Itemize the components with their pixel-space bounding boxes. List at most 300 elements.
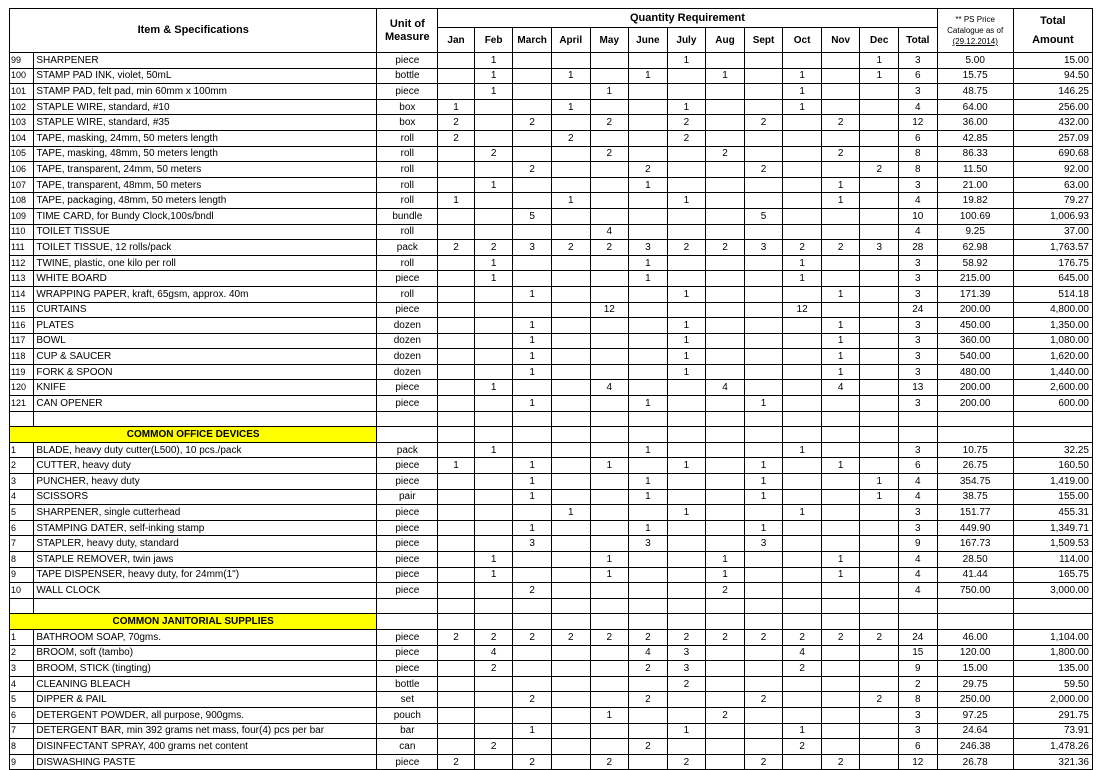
- item-number: 7: [10, 723, 34, 739]
- month-quantity: [744, 645, 783, 661]
- month-quantity: [706, 474, 745, 490]
- month-quantity: [629, 723, 668, 739]
- total-amount: 645.00: [1013, 271, 1092, 287]
- total-amount: 455.31: [1013, 505, 1092, 521]
- month-quantity: 1: [474, 442, 513, 458]
- month-quantity: 2: [860, 162, 899, 178]
- unit-price: 26.78: [937, 754, 1013, 770]
- month-quantity: [474, 333, 513, 349]
- month-quantity: 1: [629, 271, 668, 287]
- total-amount: 94.50: [1013, 68, 1092, 84]
- month-quantity: [474, 115, 513, 131]
- header-month: Sept: [744, 28, 783, 53]
- month-quantity: [629, 583, 668, 599]
- row-total: 3: [899, 53, 938, 69]
- table-row: [10, 396, 1093, 412]
- month-quantity: 1: [438, 99, 475, 115]
- month-quantity: [744, 224, 783, 240]
- month-quantity: [706, 349, 745, 365]
- month-quantity: 2: [438, 130, 475, 146]
- blank-cell: [629, 598, 668, 614]
- row-total: 13: [899, 380, 938, 396]
- month-quantity: 1: [667, 286, 706, 302]
- item-description: TAPE, masking, 48mm, 50 meters length: [34, 146, 377, 162]
- row-total: 3: [899, 255, 938, 271]
- month-quantity: [821, 707, 860, 723]
- blank-cell: [551, 411, 590, 427]
- month-quantity: 1: [667, 364, 706, 380]
- month-quantity: [706, 536, 745, 552]
- month-quantity: 1: [744, 520, 783, 536]
- month-quantity: 2: [821, 754, 860, 770]
- month-quantity: 4: [590, 380, 629, 396]
- total-amount: 32.25: [1013, 442, 1092, 458]
- month-quantity: [629, 115, 668, 131]
- blank-cell: [10, 598, 34, 614]
- month-quantity: [706, 255, 745, 271]
- month-quantity: [744, 286, 783, 302]
- unit-of-measure: piece: [377, 271, 438, 287]
- month-quantity: [860, 255, 899, 271]
- item-number: 105: [10, 146, 34, 162]
- total-amount: 1,419.00: [1013, 474, 1092, 490]
- month-quantity: [667, 552, 706, 568]
- item-number: 113: [10, 271, 34, 287]
- month-quantity: [438, 739, 475, 755]
- total-amount: 92.00: [1013, 162, 1092, 178]
- month-quantity: [821, 396, 860, 412]
- total-amount: 514.18: [1013, 286, 1092, 302]
- month-quantity: [438, 723, 475, 739]
- month-quantity: [551, 520, 590, 536]
- table-row: [10, 99, 1093, 115]
- month-quantity: [474, 193, 513, 209]
- month-quantity: [590, 723, 629, 739]
- unit-of-measure: piece: [377, 552, 438, 568]
- month-quantity: 1: [551, 193, 590, 209]
- month-quantity: [629, 193, 668, 209]
- month-quantity: [590, 255, 629, 271]
- unit-of-measure: pack: [377, 240, 438, 256]
- month-quantity: [474, 692, 513, 708]
- total-amount: 37.00: [1013, 224, 1092, 240]
- month-quantity: 1: [513, 364, 552, 380]
- item-number: 111: [10, 240, 34, 256]
- month-quantity: 1: [744, 474, 783, 490]
- blank-cell: [937, 411, 1013, 427]
- month-quantity: [706, 84, 745, 100]
- month-quantity: [513, 505, 552, 521]
- item-number: 100: [10, 68, 34, 84]
- month-quantity: 5: [744, 208, 783, 224]
- blank-cell: [551, 614, 590, 630]
- row-total: 3: [899, 286, 938, 302]
- row-total: 3: [899, 707, 938, 723]
- month-quantity: [744, 380, 783, 396]
- blank-cell: [821, 411, 860, 427]
- unit-price: 15.00: [937, 661, 1013, 677]
- month-quantity: [513, 380, 552, 396]
- month-quantity: 1: [860, 474, 899, 490]
- blank-cell: [706, 427, 745, 443]
- month-quantity: [744, 318, 783, 334]
- unit-price: 26.75: [937, 458, 1013, 474]
- month-quantity: [821, 661, 860, 677]
- month-quantity: 1: [474, 53, 513, 69]
- month-quantity: [590, 442, 629, 458]
- item-description: SHARPENER: [34, 53, 377, 69]
- table-row: [10, 318, 1093, 334]
- month-quantity: [821, 130, 860, 146]
- table-row: [10, 739, 1093, 755]
- month-quantity: [706, 99, 745, 115]
- month-quantity: [860, 380, 899, 396]
- month-quantity: [744, 707, 783, 723]
- month-quantity: [629, 130, 668, 146]
- month-quantity: [513, 177, 552, 193]
- month-quantity: [474, 520, 513, 536]
- item-description: FORK & SPOON: [34, 364, 377, 380]
- month-quantity: [706, 364, 745, 380]
- blank-row: [10, 411, 1093, 427]
- month-quantity: [474, 396, 513, 412]
- row-total: 4: [899, 489, 938, 505]
- blank-cell: [783, 427, 822, 443]
- month-quantity: 1: [513, 333, 552, 349]
- month-quantity: [706, 692, 745, 708]
- blank-cell: [744, 614, 783, 630]
- month-quantity: 2: [438, 240, 475, 256]
- month-quantity: 2: [629, 692, 668, 708]
- blank-cell: [744, 411, 783, 427]
- table-row: [10, 224, 1093, 240]
- blank-cell: [937, 598, 1013, 614]
- item-description: SCISSORS: [34, 489, 377, 505]
- month-quantity: [744, 583, 783, 599]
- month-quantity: 1: [783, 68, 822, 84]
- month-quantity: [821, 53, 860, 69]
- item-description: BATHROOM SOAP, 70gms.: [34, 629, 377, 645]
- blank-cell: [1013, 614, 1092, 630]
- month-quantity: 2: [783, 739, 822, 755]
- blank-cell: [474, 427, 513, 443]
- month-quantity: [438, 208, 475, 224]
- month-quantity: 1: [821, 286, 860, 302]
- month-quantity: [744, 146, 783, 162]
- month-quantity: [590, 739, 629, 755]
- month-quantity: [474, 349, 513, 365]
- table-row: [10, 723, 1093, 739]
- total-amount: 1,080.00: [1013, 333, 1092, 349]
- blank-cell: [899, 411, 938, 427]
- month-quantity: 1: [821, 552, 860, 568]
- month-quantity: 1: [551, 505, 590, 521]
- header-month: June: [629, 28, 668, 53]
- month-quantity: 2: [590, 115, 629, 131]
- blank-cell: [513, 411, 552, 427]
- month-quantity: [744, 84, 783, 100]
- month-quantity: 2: [438, 754, 475, 770]
- row-total: 9: [899, 536, 938, 552]
- month-quantity: [551, 661, 590, 677]
- month-quantity: [783, 286, 822, 302]
- month-quantity: 1: [821, 349, 860, 365]
- month-quantity: [551, 146, 590, 162]
- month-quantity: 2: [821, 115, 860, 131]
- month-quantity: [629, 333, 668, 349]
- month-quantity: [438, 271, 475, 287]
- unit-of-measure: dozen: [377, 318, 438, 334]
- month-quantity: 2: [551, 629, 590, 645]
- item-number: 99: [10, 53, 34, 69]
- unit-price: 449.90: [937, 520, 1013, 536]
- month-quantity: [590, 661, 629, 677]
- item-number: 1: [10, 442, 34, 458]
- month-quantity: [860, 739, 899, 755]
- month-quantity: [667, 208, 706, 224]
- month-quantity: [629, 552, 668, 568]
- item-number: 3: [10, 661, 34, 677]
- month-quantity: [783, 224, 822, 240]
- month-quantity: 1: [590, 707, 629, 723]
- unit-of-measure: roll: [377, 224, 438, 240]
- month-quantity: [783, 349, 822, 365]
- month-quantity: [551, 302, 590, 318]
- month-quantity: 1: [821, 177, 860, 193]
- row-total: 3: [899, 396, 938, 412]
- month-quantity: 1: [513, 396, 552, 412]
- unit-price: 11.50: [937, 162, 1013, 178]
- unit-of-measure: piece: [377, 84, 438, 100]
- month-quantity: [706, 333, 745, 349]
- month-quantity: [744, 364, 783, 380]
- month-quantity: 1: [783, 271, 822, 287]
- month-quantity: [821, 583, 860, 599]
- month-quantity: [744, 177, 783, 193]
- month-quantity: [821, 474, 860, 490]
- month-quantity: [438, 255, 475, 271]
- header-month: July: [667, 28, 706, 53]
- table-row: [10, 240, 1093, 256]
- unit-of-measure: box: [377, 115, 438, 131]
- section-header-row: [10, 614, 1093, 630]
- month-quantity: [783, 489, 822, 505]
- month-quantity: 5: [513, 208, 552, 224]
- month-quantity: 2: [667, 240, 706, 256]
- month-quantity: 4: [590, 224, 629, 240]
- header-item: Item & Specifications: [10, 9, 377, 53]
- month-quantity: 3: [667, 661, 706, 677]
- table-row: [10, 442, 1093, 458]
- month-quantity: 2: [783, 661, 822, 677]
- month-quantity: [438, 645, 475, 661]
- unit-of-measure: roll: [377, 130, 438, 146]
- month-quantity: 1: [629, 68, 668, 84]
- item-description: CUTTER, heavy duty: [34, 458, 377, 474]
- unit-of-measure: pair: [377, 489, 438, 505]
- month-quantity: 1: [667, 318, 706, 334]
- item-number: 121: [10, 396, 34, 412]
- unit-price: 200.00: [937, 396, 1013, 412]
- header-month: Total: [899, 28, 938, 53]
- month-quantity: [744, 333, 783, 349]
- item-description: BROOM, STICK (tingting): [34, 661, 377, 677]
- item-number: 103: [10, 115, 34, 131]
- item-description: CAN OPENER: [34, 396, 377, 412]
- item-description: DETERGENT POWDER, all purpose, 900gms.: [34, 707, 377, 723]
- unit-price: 38.75: [937, 489, 1013, 505]
- month-quantity: 4: [783, 645, 822, 661]
- unit-price: 28.50: [937, 552, 1013, 568]
- blank-cell: [474, 598, 513, 614]
- month-quantity: [667, 536, 706, 552]
- month-quantity: [860, 193, 899, 209]
- month-quantity: [667, 162, 706, 178]
- header-month: Oct: [783, 28, 822, 53]
- month-quantity: [860, 645, 899, 661]
- month-quantity: [783, 130, 822, 146]
- section-title: COMMON OFFICE DEVICES: [10, 427, 377, 443]
- month-quantity: [706, 723, 745, 739]
- month-quantity: 2: [706, 583, 745, 599]
- month-quantity: 2: [860, 629, 899, 645]
- month-quantity: 1: [744, 458, 783, 474]
- total-amount: 256.00: [1013, 99, 1092, 115]
- month-quantity: 1: [860, 53, 899, 69]
- unit-price: 171.39: [937, 286, 1013, 302]
- month-quantity: [438, 489, 475, 505]
- blank-cell: [899, 614, 938, 630]
- blank-cell: [474, 614, 513, 630]
- month-quantity: 2: [744, 162, 783, 178]
- table-row: [10, 692, 1093, 708]
- month-quantity: [438, 583, 475, 599]
- section-header-row: [10, 427, 1093, 443]
- row-total: 6: [899, 68, 938, 84]
- table-row: [10, 536, 1093, 552]
- table-row: [10, 130, 1093, 146]
- month-quantity: [783, 115, 822, 131]
- item-description: TOILET TISSUE: [34, 224, 377, 240]
- month-quantity: [551, 474, 590, 490]
- month-quantity: [438, 162, 475, 178]
- unit-of-measure: piece: [377, 629, 438, 645]
- item-number: 106: [10, 162, 34, 178]
- month-quantity: 2: [629, 162, 668, 178]
- table-row: [10, 380, 1093, 396]
- month-quantity: 2: [706, 707, 745, 723]
- month-quantity: [438, 552, 475, 568]
- month-quantity: 1: [821, 567, 860, 583]
- header-quantity-requirement: Quantity Requirement: [438, 9, 937, 28]
- month-quantity: 1: [667, 99, 706, 115]
- item-description: WRAPPING PAPER, kraft, 65gsm, approx. 40m: [34, 286, 377, 302]
- month-quantity: [744, 53, 783, 69]
- table-row: [10, 53, 1093, 69]
- month-quantity: 2: [513, 754, 552, 770]
- total-amount: 15.00: [1013, 53, 1092, 69]
- month-quantity: [821, 739, 860, 755]
- blank-cell: [899, 598, 938, 614]
- month-quantity: [667, 567, 706, 583]
- month-quantity: 1: [590, 552, 629, 568]
- row-total: 24: [899, 302, 938, 318]
- blank-cell: [377, 411, 438, 427]
- month-quantity: 2: [590, 240, 629, 256]
- blank-cell: [551, 427, 590, 443]
- month-quantity: [860, 224, 899, 240]
- month-quantity: 1: [629, 255, 668, 271]
- month-quantity: [438, 380, 475, 396]
- unit-price: 151.77: [937, 505, 1013, 521]
- month-quantity: [551, 489, 590, 505]
- row-total: 4: [899, 224, 938, 240]
- month-quantity: 1: [706, 567, 745, 583]
- month-quantity: [551, 364, 590, 380]
- item-number: 7: [10, 536, 34, 552]
- month-quantity: 1: [513, 349, 552, 365]
- unit-price: 24.64: [937, 723, 1013, 739]
- month-quantity: [783, 177, 822, 193]
- month-quantity: [438, 286, 475, 302]
- unit-of-measure: piece: [377, 645, 438, 661]
- row-total: 3: [899, 442, 938, 458]
- table-row: [10, 208, 1093, 224]
- row-total: 28: [899, 240, 938, 256]
- month-quantity: [551, 84, 590, 100]
- month-quantity: [706, 53, 745, 69]
- month-quantity: [744, 193, 783, 209]
- row-total: 10: [899, 208, 938, 224]
- item-number: 119: [10, 364, 34, 380]
- item-description: TAPE, transparent, 48mm, 50 meters: [34, 177, 377, 193]
- item-description: TAPE DISPENSER, heavy duty, for 24mm(1"): [34, 567, 377, 583]
- month-quantity: 1: [667, 333, 706, 349]
- item-number: 5: [10, 505, 34, 521]
- month-quantity: [474, 302, 513, 318]
- row-total: 3: [899, 84, 938, 100]
- unit-of-measure: piece: [377, 536, 438, 552]
- month-quantity: [474, 676, 513, 692]
- month-quantity: [551, 318, 590, 334]
- month-quantity: [551, 583, 590, 599]
- month-quantity: 2: [474, 146, 513, 162]
- month-quantity: [783, 162, 822, 178]
- month-quantity: [590, 645, 629, 661]
- row-total: 3: [899, 318, 938, 334]
- month-quantity: [744, 302, 783, 318]
- month-quantity: [860, 318, 899, 334]
- month-quantity: [513, 53, 552, 69]
- month-quantity: 1: [706, 68, 745, 84]
- unit-of-measure: roll: [377, 177, 438, 193]
- blank-cell: [821, 598, 860, 614]
- month-quantity: 1: [821, 458, 860, 474]
- month-quantity: [629, 53, 668, 69]
- requirements-table: [9, 8, 1093, 770]
- item-number: 104: [10, 130, 34, 146]
- unit-price: 10.75: [937, 442, 1013, 458]
- month-quantity: [744, 552, 783, 568]
- row-total: 24: [899, 629, 938, 645]
- row-total: 8: [899, 162, 938, 178]
- month-quantity: 1: [744, 489, 783, 505]
- month-quantity: [860, 505, 899, 521]
- month-quantity: [706, 208, 745, 224]
- month-quantity: [551, 739, 590, 755]
- unit-price: 354.75: [937, 474, 1013, 490]
- total-amount: 155.00: [1013, 489, 1092, 505]
